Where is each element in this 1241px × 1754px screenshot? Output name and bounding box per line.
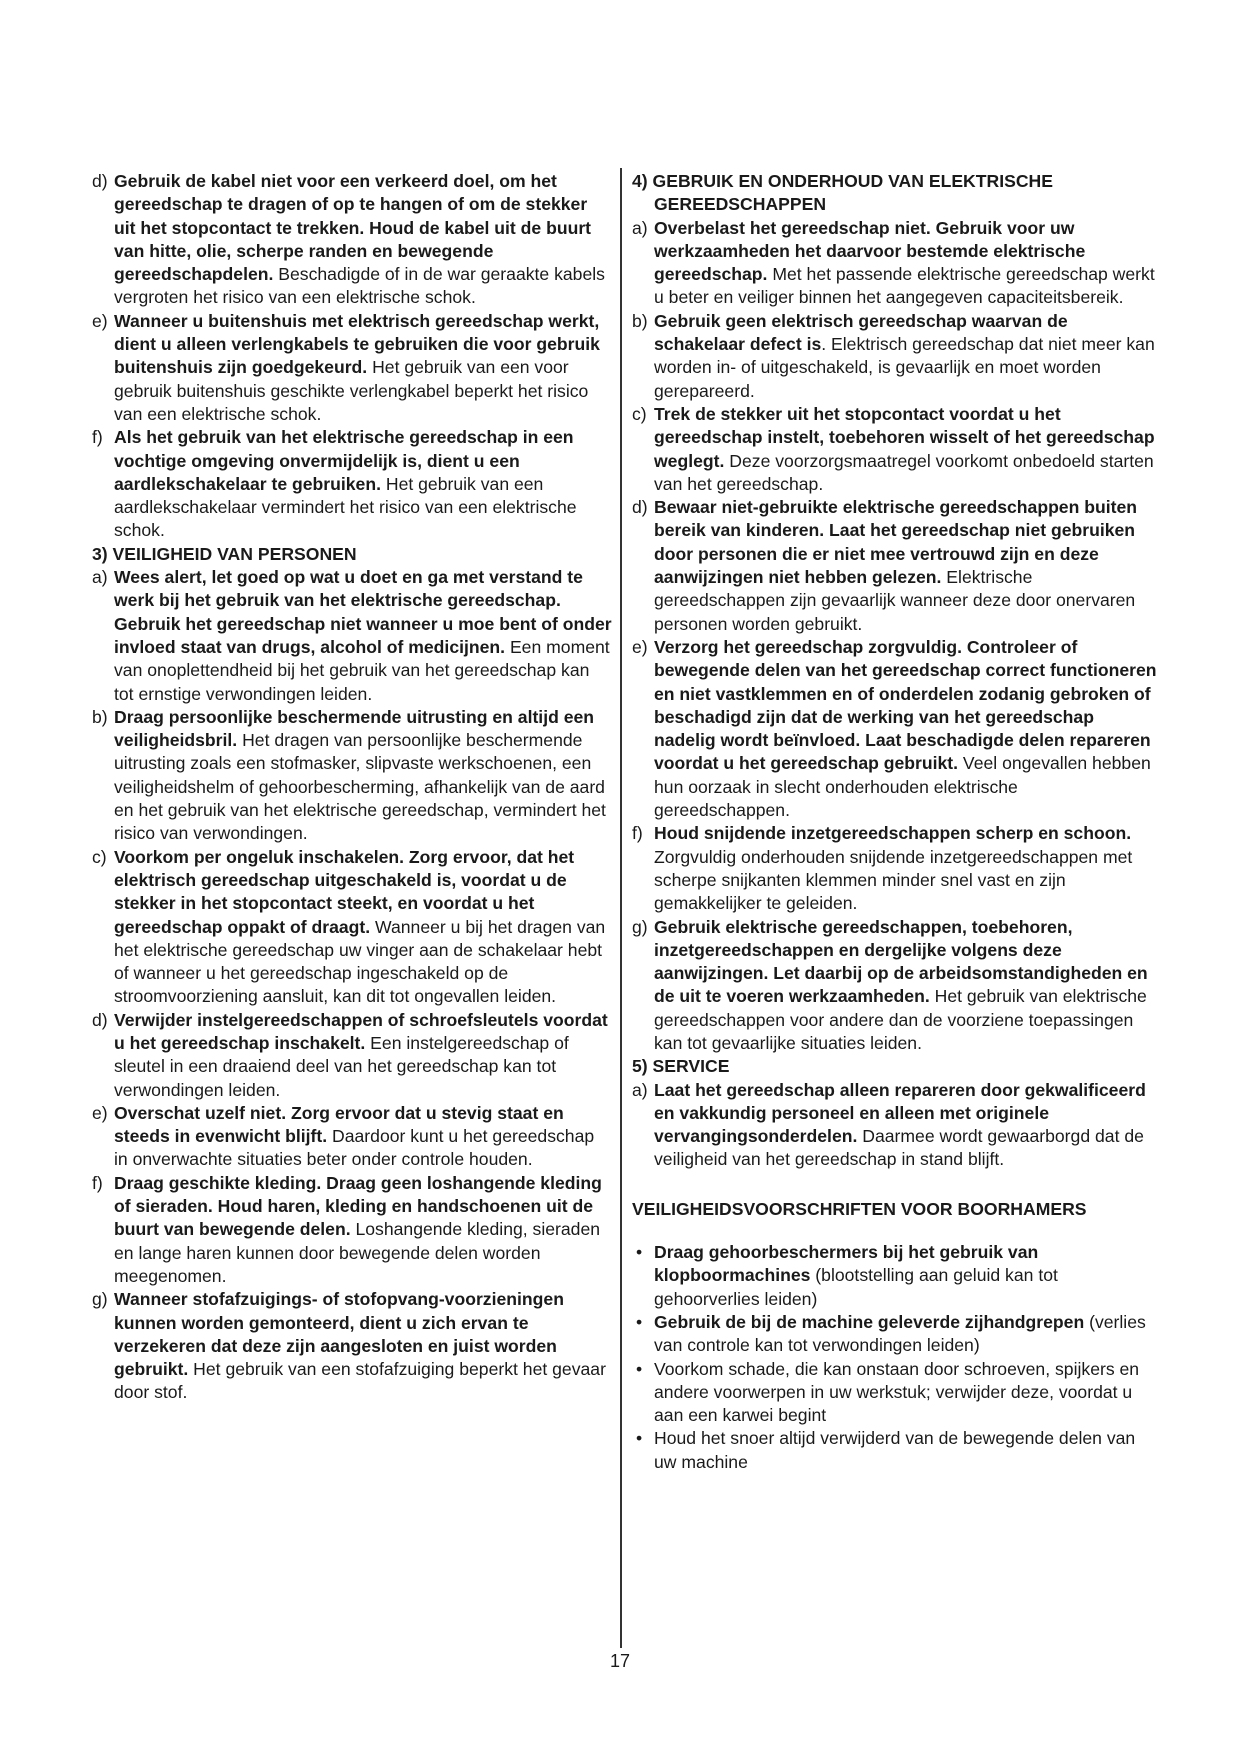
list-item: [632, 403, 1157, 496]
list-item: [92, 426, 612, 542]
list-item: [632, 1079, 1157, 1172]
item-bold-text: Verwijder instelgereedschappen of schroefsleutels voordat u het gereedschap inschakelt.: [114, 1009, 608, 1053]
item-bold-text: Draag persoonlijke beschermende uitrusting en altijd een veiligheidsbril.: [114, 706, 595, 751]
list-item: [92, 170, 612, 310]
item-bold-text: Overbelast het gereedschap niet. Gebruik voor uw werkzaamheden het daarvoor bestemde elektrische gereedschap.: [654, 217, 1086, 285]
item-bold-text: Gebruik geen elektrisch gereedschap waarvan de schakelaar defect is: [654, 310, 1068, 355]
item-text: Beschadigde of in de war geraakte kabels vergroten het risico van een elektrische schok.: [114, 264, 605, 308]
item-text: Een instelgereedschap of sleutel in een draaiend deel van het gereedschap kan tot verwondingen leiden.: [114, 1032, 569, 1100]
bullet-mark: •: [636, 1358, 643, 1379]
item-bold-text: Wees alert, let goed op wat u doet en ga met verstand te werk bij het gebruik van het elektrische gereedschap. Gebruik het gereedschap niet wanneer u moe bent of onder invloed staat van drugs, alcohol of medicijnen.: [114, 567, 612, 657]
item-label: d): [92, 1009, 108, 1030]
item-text: Het gebruik van elektrische gereedschappen voor andere dan de voorziene toepassingen kan tot gevaarlijke situaties leiden.: [654, 986, 1147, 1053]
item-label: d): [632, 497, 648, 518]
item-label: a): [92, 567, 108, 588]
item-bold-text: Houd snijdende inzetgereedschappen scherp en schoon.: [654, 823, 1132, 844]
list-item: [632, 822, 1157, 915]
bullet-text: (verlies van controle kan tot verwondingen leiden): [654, 1311, 1146, 1356]
item-label: f): [92, 1172, 103, 1193]
item-bold-text: Trek de stekker uit het stopcontact voordat u het gereedschap instelt, toebehoren wisselt of het gereedschap weglegt.: [654, 403, 1155, 471]
section-title: 5) SERVICE: [632, 1056, 730, 1077]
item-label: e): [632, 636, 648, 657]
item-bold-text: Bewaar niet-gebruikte elektrische gereedschappen buiten bereik van kinderen. Laat het gereedschap niet gebruiken door personen die er niet mee vertrouwd zijn en deze aanwijzingen niet hebben gelezen.: [654, 497, 1138, 588]
item-text: Daarmee wordt gewaarborgd dat de veiligheid van het gereedschap in stand blijft.: [654, 1126, 1144, 1170]
boorhamer-heading: VEILIGHEIDSVOORSCHRIFTEN VOOR BOORHAMERS: [632, 1198, 1087, 1219]
right-column: [632, 170, 1157, 1474]
item-text: Het gebruik van een stofafzuiging beperkt het gevaar door stof.: [114, 1359, 606, 1403]
section-title-continued: GEREEDSCHAPPEN: [654, 194, 827, 215]
item-label: f): [92, 427, 103, 448]
list-item: [92, 706, 612, 846]
list-item: [92, 1102, 612, 1172]
item-label: f): [632, 823, 643, 844]
item-label: c): [632, 403, 647, 424]
bullet-bold-text: Gebruik de bij de machine geleverde zijhandgrepen: [654, 1311, 1085, 1332]
list-item: [632, 217, 1157, 310]
item-text: Zorgvuldig onderhouden snijdende inzetgereedschappen met scherpe snijkanten klemmen minder snel vast en zijn gemakkelijker te geleiden.: [654, 846, 1133, 914]
item-label: g): [92, 1289, 108, 1310]
bullet-item: [632, 1427, 1157, 1474]
item-text: Deze voorzorgsmaatregel voorkomt onbedoeld starten van het gereedschap.: [654, 450, 1154, 494]
item-text: . Elektrisch gereedschap dat niet meer kan worden in- of uitgeschakeld, is gevaarlijk en moet worden gerepareerd.: [654, 334, 1155, 401]
item-text: Een moment van onoplettendheid bij het gebruik van het gereedschap kan tot ernstige verwondingen leiden.: [114, 636, 610, 704]
column-divider: [620, 168, 622, 1648]
item-label: e): [92, 310, 108, 331]
bullet-mark: •: [636, 1311, 643, 1332]
item-text: Het gebruik van een voor gebruik buitenshuis geschikte verlengkabel beperkt het risico van een elektrische schok.: [114, 357, 589, 424]
list-item: [92, 310, 612, 426]
item-text: Elektrische gereedschappen zijn gevaarlijk wanneer deze door onervaren personen worden gebruikt.: [654, 567, 1136, 634]
bullet-mark: •: [636, 1242, 643, 1263]
bullet-text: Voorkom schade, die kan onstaan door schroeven, spijkers en andere voorwerpen in uw werkstuk; verwijder deze, voordat u aan een karwei begint: [654, 1358, 1140, 1426]
item-bold-text: Draag geschikte kleding. Draag geen loshangende kleding of sieraden. Houd haren, kleding en handschoenen uit de buurt van bewegende delen.: [114, 1172, 602, 1240]
spacer: [632, 1172, 1157, 1198]
item-label: a): [632, 1079, 648, 1100]
bullet-bold-text: Draag gehoorbeschermers bij het gebruik van klopboormachines: [654, 1242, 1039, 1286]
list-item: [632, 496, 1157, 636]
bullet-item: [632, 1311, 1157, 1358]
spacer: [632, 1221, 1157, 1241]
item-text: Loshangende kleding, sieraden en lange haren kunnen door bewegende delen worden meegenomen.: [114, 1219, 601, 1286]
bullet-item: [632, 1241, 1157, 1311]
item-bold-text: Als het gebruik van het elektrische gereedschap in een vochtige omgeving onvermijdelijk is, dient u een aardlekschakelaar te gebruiken.: [114, 427, 574, 494]
list-item: [92, 846, 612, 1009]
bullet-item: [632, 1358, 1157, 1428]
list-item: [632, 636, 1157, 822]
page-number: 17: [609, 1651, 631, 1671]
bullet-text: (blootstelling aan geluid kan tot gehoorverlies leiden): [654, 1265, 1058, 1309]
item-label: c): [92, 846, 107, 867]
item-bold-text: Laat het gereedschap alleen repareren door gekwalificeerd en vakkundig personeel en alleen met originele vervangingsonderdelen.: [654, 1079, 1146, 1147]
section-title: 4) GEBRUIK EN ONDERHOUD VAN ELEKTRISCHE: [632, 171, 1053, 191]
item-bold-text: Overschat uzelf niet. Zorg ervoor dat u stevig staat en steeds in evenwicht blijft.: [114, 1102, 564, 1147]
item-bold-text: Gebruik elektrische gereedschappen, toebehoren, inzetgereedschappen en dergelijke volgens deze aanwijzingen. Let daarbij op de arbeidsomstandigheden en de uit te voeren werkzaamheden.: [654, 916, 1148, 1007]
bullet-text: Houd het snoer altijd verwijderd van de bewegende delen van uw machine: [654, 1428, 1136, 1472]
item-bold-text: Gebruik de kabel niet voor een verkeerd doel, om het gereedschap te dragen of op te hangen of om de stekker uit het stopcontact te trekken. Houd de kabel uit de buurt van hitte, olie, scherpe randen en bewegende gereedschapdelen.: [114, 171, 592, 285]
item-text: Veel ongevallen hebben hun oorzaak in slecht onderhouden elektrische gereedschappen.: [654, 753, 1151, 821]
section-title: 3) VEILIGHEID VAN PERSONEN: [92, 543, 357, 564]
item-label: b): [92, 706, 108, 727]
item-label: a): [632, 217, 648, 238]
list-item: [92, 1009, 612, 1102]
item-label: g): [632, 916, 648, 937]
list-item: [92, 1288, 612, 1404]
item-text: Met het passende elektrische gereedschap werkt u beter en veiliger binnen het aangegeven capaciteitsbereik.: [654, 264, 1155, 308]
item-text: Daardoor kunt u het gereedschap in onverwachte situaties beter onder controle houden.: [114, 1126, 595, 1170]
list-item: [92, 566, 612, 706]
list-item: [632, 310, 1157, 403]
item-label: b): [632, 310, 648, 331]
left-column: [92, 170, 612, 1405]
item-label: d): [92, 171, 108, 191]
item-label: e): [92, 1102, 108, 1123]
item-bold-text: Wanneer stofafzuigings- of stofopvang-voorzieningen kunnen worden gemonteerd, dient u zich ervan te verzekeren dat deze zijn aangesloten en juist worden gebruikt.: [114, 1289, 564, 1380]
item-bold-text: Verzorg het gereedschap zorgvuldig. Controleer of bewegende delen van het gereedschap correct functioneren en niet vastklemmen en of onderdelen zodanig gebroken of beschadigd zijn dat de werking van het gereedschap nadelig wordt beïnvloed. Laat beschadigde delen repareren voordat u het gereedschap gebruikt.: [654, 636, 1157, 774]
item-text: Het dragen van persoonlijke beschermende uitrusting zoals een stofmasker, slipvaste werkschoenen, een veiligheidshelm of gehoorbescherming, afhankelijk van de aard en het gebruik van het elektrische gereedschap, vermindert het risico van verwondingen.: [114, 730, 606, 844]
item-bold-text: Voorkom per ongeluk inschakelen. Zorg ervoor, dat het elektrisch gereedschap uitgeschakeld is, voordat u de stekker in het stopcontact steekt, en voordat u het gereedschap oppakt of draagt.: [114, 846, 575, 937]
list-item: [632, 916, 1157, 1056]
bullet-mark: •: [636, 1428, 643, 1449]
item-text: Het gebruik van een aardlekschakelaar vermindert het risico van een elektrische schok.: [114, 473, 577, 541]
item-bold-text: Wanneer u buitenshuis met elektrisch gereedschap werkt, dient u alleen verlengkabels te gebruiken die voor gebruik buitenshuis zijn goedgekeurd.: [114, 310, 600, 378]
list-item: [92, 1172, 612, 1288]
item-text: Wanneer u bij het dragen van het elektrische gereedschap uw vinger aan de schakelaar hebt of wanneer u het gereedschap ingeschakeld op de stroomvoorziening aansluit, kan dit tot ongevallen leiden.: [114, 916, 606, 1007]
